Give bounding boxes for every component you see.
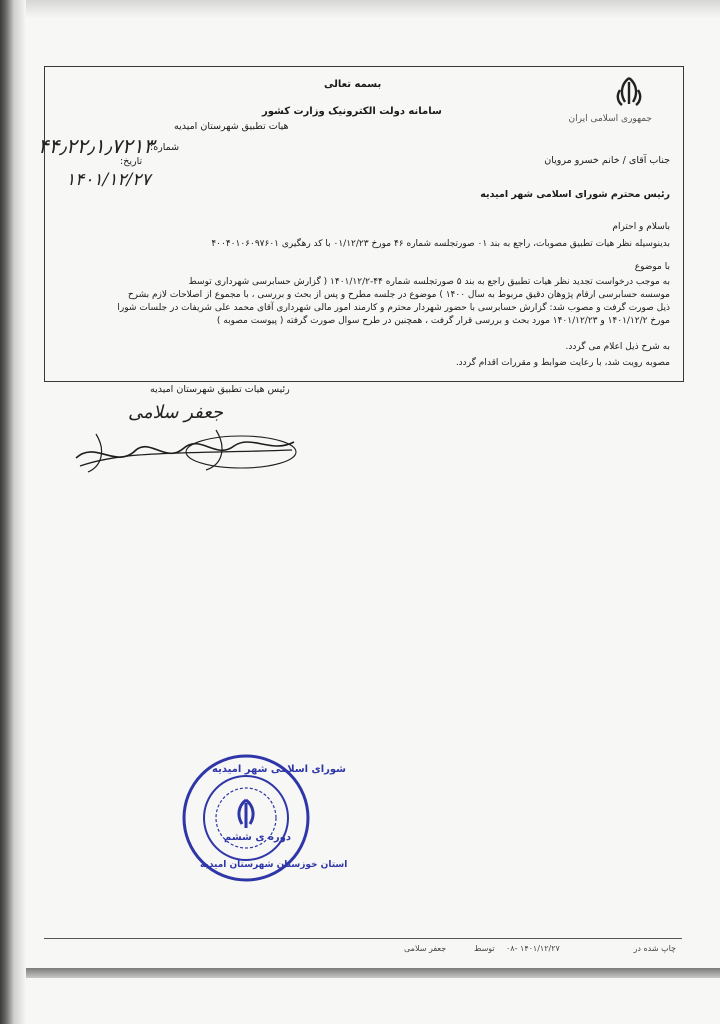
iran-emblem-icon bbox=[606, 74, 652, 114]
body-para-2: موسسه حسابرسی ارقام پژوهان دقیق مربوط به سال ۱۴۰۰ ) موضوع در جلسه مطرح و پس از بحث و بررسی ، با مجموع از اصلاحات لازم بشرح bbox=[127, 290, 670, 300]
seal-bottom-text: استان خوزستان شهرستان امیدیه bbox=[200, 860, 348, 870]
number-label: شماره: bbox=[150, 142, 180, 153]
greeting: باسلام و احترام bbox=[612, 222, 670, 232]
addressee-title: رئیس محترم شورای اسلامی شهر امیدیه bbox=[480, 189, 670, 200]
system-title: سامانه دولت الکترونیک وزارت کشور bbox=[262, 106, 442, 117]
number-handwritten: ۴۴٫۲۲٫۱٫۷۲۱۳ bbox=[38, 134, 155, 158]
notice-text: مصوبه رویت شد، با رعایت ضوابط و مقررات اقدام گردد. bbox=[455, 358, 670, 368]
signer-role: رئیس هیات تطبیق شهرستان امیدیه bbox=[150, 384, 290, 395]
signer-handwritten-name: جعفر سلامی bbox=[128, 402, 224, 423]
footer-print-value: ۰۸- ۱۴۰۱/۱۲/۲۷ bbox=[506, 944, 560, 953]
seal-top-text: شورای اسلامی شهر امیدیه bbox=[212, 764, 347, 775]
body-para-1: به موجب درخواست تجدید نظر هیات تطبیق راجع به بند ۵ صورتجلسه شماره ۴۴-۱۴۰۱/۱۲/۲ ( گزارش حسابرسی شهرداری توسط bbox=[188, 277, 670, 287]
subject-label: با موضوع bbox=[634, 262, 670, 272]
org-name: هیات تطبیق شهرستان امیدیه bbox=[174, 121, 289, 132]
seal-middle-text: دوره ی ششم bbox=[224, 832, 291, 843]
signature-scribble bbox=[66, 420, 306, 480]
scan-shadow-left bbox=[0, 0, 26, 1024]
date-handwritten: ۱۴۰۱/۱۲/۲۷ bbox=[66, 170, 151, 190]
official-seal bbox=[180, 752, 348, 884]
body-line-1: بدینوسیله نظر هیات تطبیق مصوبات، راجع به بند ۰۱ صورتجلسه شماره ۴۶ مورخ ۰۱/۱۲/۲۳ با کد رهگیری ۴۰۰۴۰۱۰۶۰۹۷۶۰۱ bbox=[211, 239, 670, 249]
bismillah: بسمه تعالی bbox=[324, 79, 382, 90]
emblem-caption: جمهوری اسلامی ایران bbox=[568, 114, 652, 124]
body-para-4: مورخ ۱۴۰۱/۱۲/۲ و ۱۴۰۱/۱۲/۲۳ مورد بحث و بررسی قرار گرفت ، همچنین در طرح سوال صورت گرفته ( پیوست مصوبه ) bbox=[216, 316, 670, 326]
footer-print-label: چاپ شده در bbox=[633, 944, 676, 953]
scan-shadow-bottom bbox=[26, 968, 720, 978]
footer-by-label: توسط bbox=[474, 944, 495, 953]
footer-rule bbox=[44, 938, 682, 939]
notice-label: به شرح ذیل اعلام می گردد. bbox=[565, 342, 670, 352]
footer-by-name: جعفر سلامی bbox=[404, 944, 447, 953]
addressee-salutation: جناب آقای / خانم خسرو مرویان bbox=[544, 155, 670, 166]
body-para-3: ذیل صورت گرفت و مصوب شد: گزارش حسابرسی با حضور شهردار محترم و کارمند امور مالی شهرداری آقای محمد علی شریفات در جلسات شورا bbox=[117, 303, 670, 313]
scan-shadow-top bbox=[0, 0, 720, 18]
date-label: تاریخ: bbox=[120, 156, 143, 167]
